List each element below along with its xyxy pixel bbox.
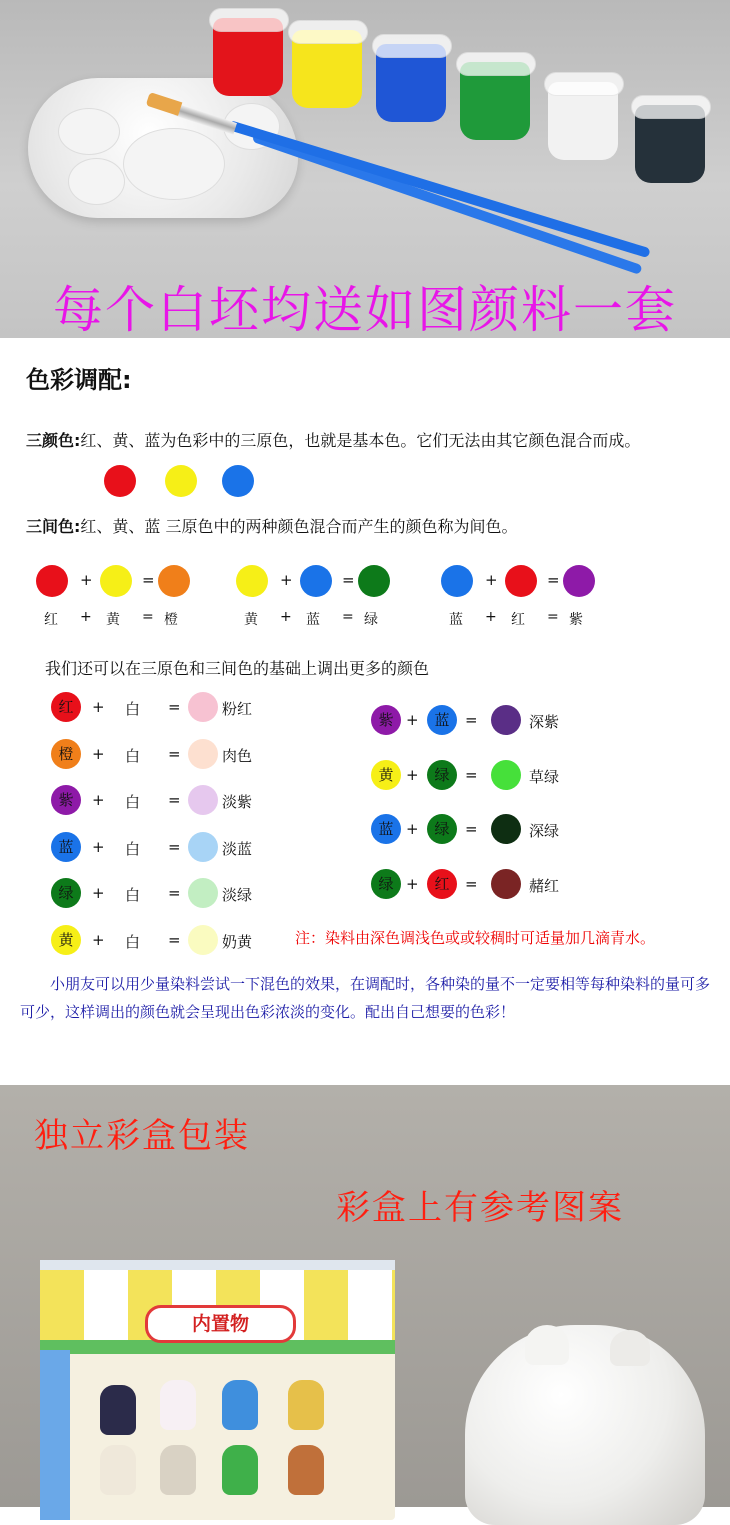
tint-result-dot: [188, 785, 218, 815]
base-color-badge: 蓝: [51, 832, 81, 862]
secondary-colors-line: [26, 514, 518, 537]
primary-label: 三颜色:: [26, 431, 81, 450]
plus-sign: +: [92, 837, 105, 856]
white-label: 白: [125, 793, 141, 811]
plus-sign: +: [92, 930, 105, 949]
secondary-label: 三间色:: [26, 517, 81, 536]
tint-result-label: 粉红: [222, 700, 253, 718]
mix-color-a-badge: 黄: [371, 760, 401, 790]
base-color-badge: 紫: [51, 785, 81, 815]
mix-result-label: 绿: [364, 612, 378, 628]
box-side-panel: [40, 1350, 70, 1520]
yellow-paint-jar: [292, 30, 362, 108]
mix-color-a-badge: 紫: [371, 705, 401, 735]
plus-label: +: [80, 609, 92, 625]
mix-result-label: 橙: [164, 612, 178, 628]
banner-text: 每个白坯均送如图颜料一套: [53, 281, 677, 339]
black-paint-jar: [635, 105, 705, 183]
tip-paragraph-text: 小朋友可以用少量染料尝试一下混色的效果，在调配时，各种染的量不一定要相等每种染料的量可多可少，这样调出的颜色就会呈现出色彩浓淡的变化。配出自己想要的色彩！: [20, 975, 711, 1021]
plus-sign: +: [406, 711, 419, 729]
equals-label: =: [342, 609, 354, 625]
box-figure-robot-cat: [222, 1380, 258, 1430]
white-blank-figure: [465, 1325, 705, 1525]
mix-color-b-dot: [100, 565, 132, 597]
equals-sign: =: [342, 571, 355, 589]
blue-paint-jar: [376, 44, 446, 122]
packaging-subtitle: 彩盒上有参考图案: [336, 1188, 624, 1228]
mix-color-a-badge: 绿: [371, 869, 401, 899]
plus-sign: +: [280, 571, 293, 589]
plus-sign: +: [92, 884, 105, 902]
equals-label: =: [547, 609, 559, 625]
white-label: 白: [125, 746, 141, 765]
tint-result-dot: [188, 878, 218, 908]
mix-color-a-label: 红: [44, 612, 58, 628]
mix-result-dot: [158, 565, 190, 597]
mix-color-a-label: 蓝: [449, 612, 463, 628]
plus-sign: +: [485, 571, 498, 589]
mix-result-dot: [491, 760, 521, 790]
packaging-title: 独立彩盒包装: [34, 1116, 250, 1156]
mix-color-a-dot: [441, 565, 473, 597]
box-figure-monkey: [288, 1445, 324, 1495]
red-paint-jar: [213, 18, 283, 96]
mix-result-dot: [563, 565, 595, 597]
mix-result-label: 紫: [569, 612, 583, 628]
tint-result-dot: [188, 832, 218, 862]
mix-color-b-label: 红: [511, 612, 525, 628]
equals-sign: =: [168, 744, 181, 763]
plus-label: +: [280, 609, 292, 625]
box-figure-sheep: [100, 1445, 136, 1495]
equals-sign: =: [168, 930, 181, 949]
base-color-badge: 橙: [51, 739, 81, 769]
tint-result-label: 淡紫: [222, 793, 253, 811]
tint-result-label: 肉色: [222, 746, 253, 765]
mix-result-label: 草绿: [529, 767, 560, 786]
tint-result-dot: [188, 925, 218, 955]
equals-sign: =: [168, 884, 181, 902]
box-figure-bear: [288, 1380, 324, 1430]
plus-label: +: [485, 609, 497, 625]
box-contents-label: 内置物: [145, 1305, 296, 1343]
mix-color-a-dot: [236, 565, 268, 597]
box-figure-goat: [160, 1445, 196, 1495]
mix-result-dot: [491, 814, 521, 844]
mix-color-b-badge: 绿: [427, 760, 457, 790]
tip-paragraph: [20, 970, 720, 1026]
plus-sign: +: [92, 791, 105, 809]
section-title: 色彩调配:: [26, 366, 132, 394]
primary-blue-dot: [222, 465, 254, 497]
mix-color-b-badge: 红: [427, 869, 457, 899]
dilution-note: 注：染料由深色调浅色或或较稠时可适量加几滴青水。: [295, 929, 656, 947]
equals-sign: =: [465, 765, 478, 784]
figure-right-ear: [610, 1330, 650, 1366]
mix-result-dot: [491, 705, 521, 735]
equals-sign: =: [465, 711, 478, 729]
primary-text: 红、黄、蓝为色彩中的三原色，也就是基本色。它们无法由其它颜色混合而成。: [80, 431, 641, 450]
equals-sign: =: [168, 698, 181, 716]
green-paint-jar: [460, 62, 530, 140]
mix-result-label: 深绿: [529, 822, 560, 840]
tint-result-dot: [188, 692, 218, 722]
mix-result-dot: [358, 565, 390, 597]
equals-label: =: [142, 609, 154, 625]
mix-color-a-badge: 蓝: [371, 814, 401, 844]
white-paint-jar: [548, 82, 618, 160]
tint-result-label: 淡绿: [222, 886, 253, 904]
white-label: 白: [125, 839, 141, 858]
equals-sign: =: [465, 820, 478, 838]
mix-color-b-label: 蓝: [306, 612, 320, 628]
mix-color-b-badge: 蓝: [427, 705, 457, 735]
equals-sign: =: [547, 571, 560, 589]
white-label: 白: [125, 932, 141, 951]
equals-sign: =: [168, 791, 181, 809]
mix-color-b-dot: [505, 565, 537, 597]
mix-result-dot: [491, 869, 521, 899]
tint-result-label: 奶黄: [222, 932, 253, 951]
figure-left-ear: [525, 1325, 569, 1365]
plus-sign: +: [406, 820, 419, 838]
equals-sign: =: [168, 837, 181, 856]
tint-result-dot: [188, 739, 218, 769]
base-color-badge: 黄: [51, 925, 81, 955]
plus-sign: +: [406, 874, 419, 893]
plus-sign: +: [406, 765, 419, 784]
plus-sign: +: [92, 744, 105, 763]
white-label: 白: [125, 886, 141, 904]
mix-result-label: 赭红: [529, 876, 560, 895]
mix-color-b-label: 黄: [106, 612, 120, 628]
plus-sign: +: [92, 698, 105, 716]
box-figure-kitty: [160, 1380, 196, 1430]
mix-color-a-label: 黄: [244, 612, 258, 628]
mix-color-b-badge: 绿: [427, 814, 457, 844]
box-figure-frog: [222, 1445, 258, 1495]
primary-red-dot: [104, 465, 136, 497]
mix-color-a-dot: [36, 565, 68, 597]
primary-yellow-dot: [165, 465, 197, 497]
mix-color-b-dot: [300, 565, 332, 597]
box-figure-penguin: [100, 1385, 136, 1435]
white-label: 白: [125, 700, 141, 718]
plus-sign: +: [80, 571, 93, 589]
equals-sign: =: [465, 874, 478, 893]
more-colors-title: 我们还可以在三原色和三间色的基础上调出更多的颜色: [45, 659, 430, 678]
base-color-badge: 红: [51, 692, 81, 722]
tint-result-label: 淡蓝: [222, 839, 253, 858]
primary-colors-line: [26, 428, 640, 451]
base-color-badge: 绿: [51, 878, 81, 908]
equals-sign: =: [142, 571, 155, 589]
mix-result-label: 深紫: [529, 713, 560, 731]
secondary-text: 红、黄、蓝 三原色中的两种颜色混合而产生的颜色称为间色。: [80, 517, 518, 536]
